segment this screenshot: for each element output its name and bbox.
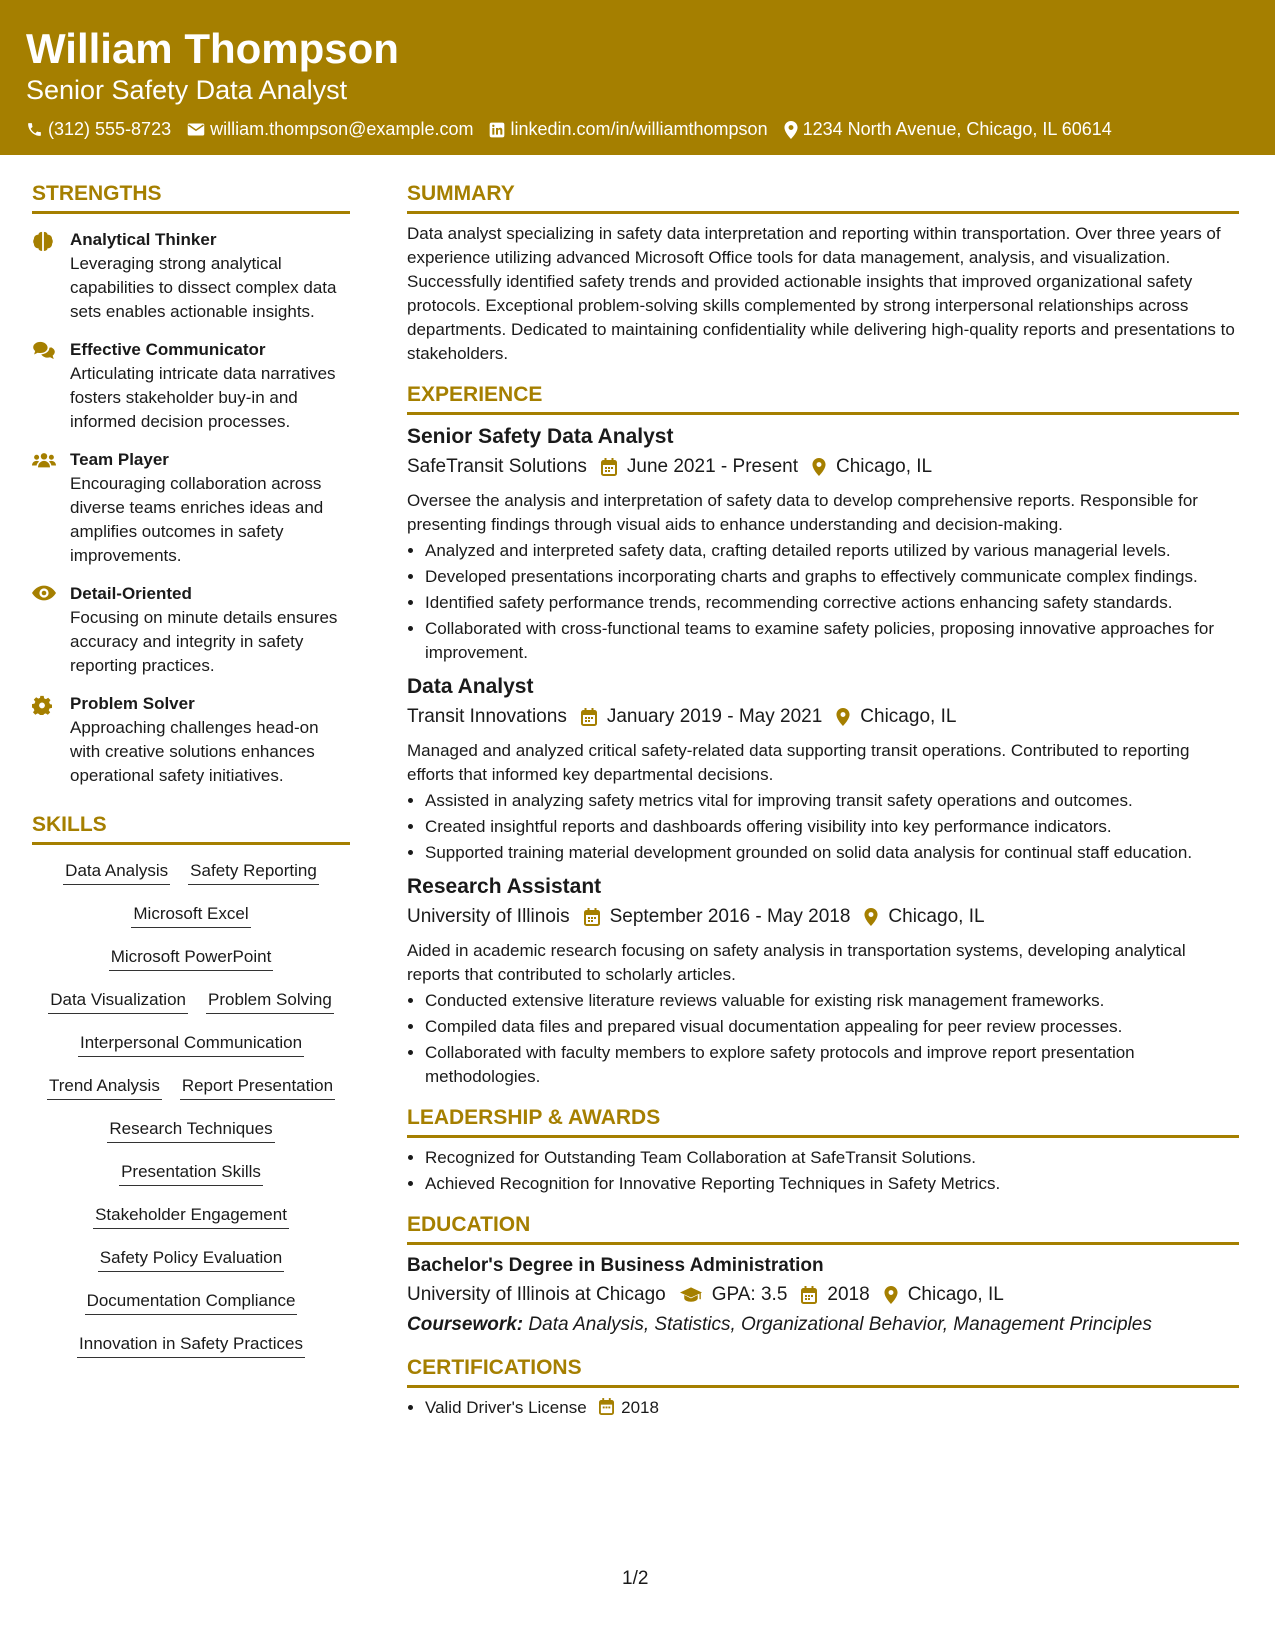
list-item: • Recognized for Outstanding Team Collaboration at SafeTransit Solutions. <box>425 1146 1239 1170</box>
skill-tag: Problem Solving <box>206 988 334 1014</box>
job-entry <box>407 423 1239 665</box>
job-role: Data Analyst <box>407 675 534 698</box>
skills-list <box>32 859 350 1375</box>
leadership-list <box>407 1146 1239 1196</box>
resume-body <box>0 155 1275 1420</box>
calendar-icon <box>584 908 600 926</box>
job-meta <box>407 453 1239 481</box>
graduation-cap-icon <box>680 1287 702 1303</box>
gear-icon <box>32 695 52 715</box>
experience-heading: EXPERIENCE <box>407 382 1239 415</box>
map-pin-icon <box>812 458 826 476</box>
job-bullets <box>407 989 1239 1089</box>
job-bullets <box>407 789 1239 865</box>
strength-description: Encouraging collaboration across diverse teams enriches ideas and amplifies outcomes in safety improvements. <box>70 474 324 565</box>
address-text: 1234 North Avenue, Chicago, IL 60614 <box>802 119 1112 139</box>
map-pin-icon <box>836 708 850 726</box>
job-meta <box>407 703 1239 731</box>
job-company: Transit Innovations <box>407 706 567 727</box>
contact-linkedin[interactable] <box>489 119 767 140</box>
list-item: • Conducted extensive literature reviews valuable for existing risk management frameworks. <box>425 989 1239 1013</box>
gpa: GPA: 3.5 <box>711 1284 788 1305</box>
graduation-year: 2018 <box>827 1284 870 1305</box>
certifications-list <box>407 1396 1239 1420</box>
candidate-name: William Thompson <box>26 25 399 72</box>
contact-bar <box>26 119 1249 140</box>
phone-text: (312) 555-8723 <box>48 119 172 139</box>
job-role: Research Assistant <box>407 875 602 898</box>
list-item: • Collaborated with faculty members to explore safety protocols and improve report presentation methodologies. <box>425 1041 1239 1089</box>
comments-icon <box>32 341 56 359</box>
strength-title: Detail-Oriented <box>70 584 192 603</box>
linkedin-text: linkedin.com/in/williamthompson <box>510 119 768 139</box>
map-pin-icon <box>784 121 798 139</box>
job-description: Oversee the analysis and interpretation of safety data to develop comprehensive reports. Responsible for presenting findings through visual aids to enhance understanding and decision-making. <box>407 491 1198 534</box>
skills-heading: SKILLS <box>32 812 350 845</box>
list-item: • Achieved Recognition for Innovative Reporting Techniques in Safety Metrics. <box>425 1172 1239 1196</box>
skill-tag: Trend Analysis <box>47 1074 162 1100</box>
coursework-label: Coursework: <box>407 1314 524 1335</box>
envelope-icon <box>187 122 205 137</box>
contact-phone[interactable] <box>26 119 171 140</box>
contact-email[interactable] <box>187 119 473 140</box>
job-role: Senior Safety Data Analyst <box>407 425 674 448</box>
skill-tag: Documentation Compliance <box>85 1289 298 1315</box>
job-bullets <box>407 539 1239 665</box>
skill-tag: Data Analysis <box>63 859 170 885</box>
skill-tag: Microsoft Excel <box>131 902 250 928</box>
strength-title: Problem Solver <box>70 694 195 713</box>
eye-icon <box>32 585 56 601</box>
brain-icon <box>32 231 54 251</box>
job-location: Chicago, IL <box>836 456 933 477</box>
strength-item <box>32 448 350 568</box>
calendar-icon <box>601 458 617 476</box>
list-item: • Developed presentations incorporating charts and graphs to effectively communicate complex findings. <box>425 565 1239 589</box>
map-pin-icon <box>884 1286 898 1304</box>
skill-tag: Safety Reporting <box>188 859 319 885</box>
school-location: Chicago, IL <box>907 1284 1004 1305</box>
skill-tag: Report Presentation <box>180 1074 335 1100</box>
list-item: • Compiled data files and prepared visual documentation appealing for peer review processes. <box>425 1015 1239 1039</box>
coursework-text: Data Analysis, Statistics, Organizational Behavior, Management Principles <box>528 1314 1152 1335</box>
list-item: • Collaborated with cross-functional teams to examine safety policies, proposing innovative approaches for improvement. <box>425 617 1239 665</box>
strength-description: Articulating intricate data narratives fosters stakeholder buy-in and informed decision processes. <box>70 364 336 431</box>
job-location: Chicago, IL <box>860 706 957 727</box>
candidate-title: Senior Safety Data Analyst <box>26 75 348 105</box>
skill-tag: Data Visualization <box>48 988 188 1014</box>
list-item <box>425 1396 1239 1420</box>
phone-icon <box>26 121 43 138</box>
users-icon <box>32 451 56 469</box>
degree-title: Bachelor's Degree in Business Administration <box>407 1255 824 1276</box>
skill-tag: Presentation Skills <box>119 1160 263 1186</box>
job-meta <box>407 903 1239 931</box>
strength-item <box>32 582 350 678</box>
summary-text: Data analyst specializing in safety data interpretation and reporting within transportation. Over three years of experience utilizing advanced Microsoft Office tools for data management, analysis, and visualization. Successfully identified safety trends and provided actionable insights that improved organizational safety protocols. Exceptional problem-solving skills complemented by strong interpersonal relationships across departments. Dedicated to maintaining confidentiality while delivering high-quality reports and presentations to stakeholders. <box>407 224 1235 363</box>
skill-tag: Safety Policy Evaluation <box>98 1246 284 1272</box>
list-item: • Assisted in analyzing safety metrics vital for improving transit safety operations and outcomes. <box>425 789 1239 813</box>
education-heading: EDUCATION <box>407 1212 1239 1245</box>
right-column <box>407 155 1239 1420</box>
job-dates: June 2021 - Present <box>626 456 799 477</box>
job-entry <box>407 873 1239 1089</box>
job-description: Aided in academic research focusing on safety analysis in transportation systems, developing analytical reports that contributed to scholarly articles. <box>407 941 1186 984</box>
map-pin-icon <box>864 908 878 926</box>
calendar-icon <box>581 708 597 726</box>
page-number: 1/2 <box>622 1568 649 1589</box>
job-entry <box>407 673 1239 865</box>
left-column <box>32 155 350 1420</box>
education-meta <box>407 1281 1239 1309</box>
strength-title: Effective Communicator <box>70 340 266 359</box>
job-company: SafeTransit Solutions <box>407 456 587 477</box>
strength-item <box>32 228 350 324</box>
skill-tag: Research Techniques <box>107 1117 274 1143</box>
cert-year: 2018 <box>621 1398 659 1417</box>
skill-tag: Interpersonal Communication <box>78 1031 304 1057</box>
job-dates: September 2016 - May 2018 <box>609 906 851 927</box>
calendar-icon <box>599 1398 614 1415</box>
certifications-heading: CERTIFICATIONS <box>407 1355 1239 1388</box>
list-item: • Created insightful reports and dashboards offering visibility into key performance indicators. <box>425 815 1239 839</box>
job-dates: January 2019 - May 2021 <box>606 706 823 727</box>
strength-description: Approaching challenges head-on with creative solutions enhances operational safety initiatives. <box>70 718 319 785</box>
calendar-icon <box>801 1286 817 1304</box>
strength-description: Focusing on minute details ensures accuracy and integrity in safety reporting practices. <box>70 608 338 675</box>
strengths-heading: STRENGTHS <box>32 181 350 214</box>
list-item: • Analyzed and interpreted safety data, crafting detailed reports utilized by various managerial levels. <box>425 539 1239 563</box>
job-description: Managed and analyzed critical safety-related data supporting transit operations. Contributed to reporting efforts that informed key departmental decisions. <box>407 741 1190 784</box>
skill-tag: Microsoft PowerPoint <box>109 945 274 971</box>
email-text: william.thompson@example.com <box>210 119 474 139</box>
school-name: University of Illinois at Chicago <box>407 1284 666 1305</box>
coursework <box>407 1311 1239 1339</box>
summary-heading: SUMMARY <box>407 181 1239 214</box>
job-company: University of Illinois <box>407 906 570 927</box>
contact-address <box>784 119 1112 140</box>
cert-name: Valid Driver's License <box>425 1398 587 1417</box>
strength-description: Leveraging strong analytical capabilities to dissect complex data sets enables actionable insights. <box>70 254 337 321</box>
strength-item <box>32 692 350 788</box>
skill-tag: Stakeholder Engagement <box>93 1203 289 1229</box>
strength-title: Team Player <box>70 450 169 469</box>
strength-title: Analytical Thinker <box>70 230 217 249</box>
resume-header <box>0 0 1275 155</box>
linkedin-icon <box>489 122 505 138</box>
job-location: Chicago, IL <box>888 906 985 927</box>
list-item: • Supported training material development grounded on solid data analysis for continual staff education. <box>425 841 1239 865</box>
leadership-heading: LEADERSHIP & AWARDS <box>407 1105 1239 1138</box>
skill-tag: Innovation in Safety Practices <box>77 1332 305 1358</box>
strength-item <box>32 338 350 434</box>
list-item: • Identified safety performance trends, recommending corrective actions enhancing safety standards. <box>425 591 1239 615</box>
